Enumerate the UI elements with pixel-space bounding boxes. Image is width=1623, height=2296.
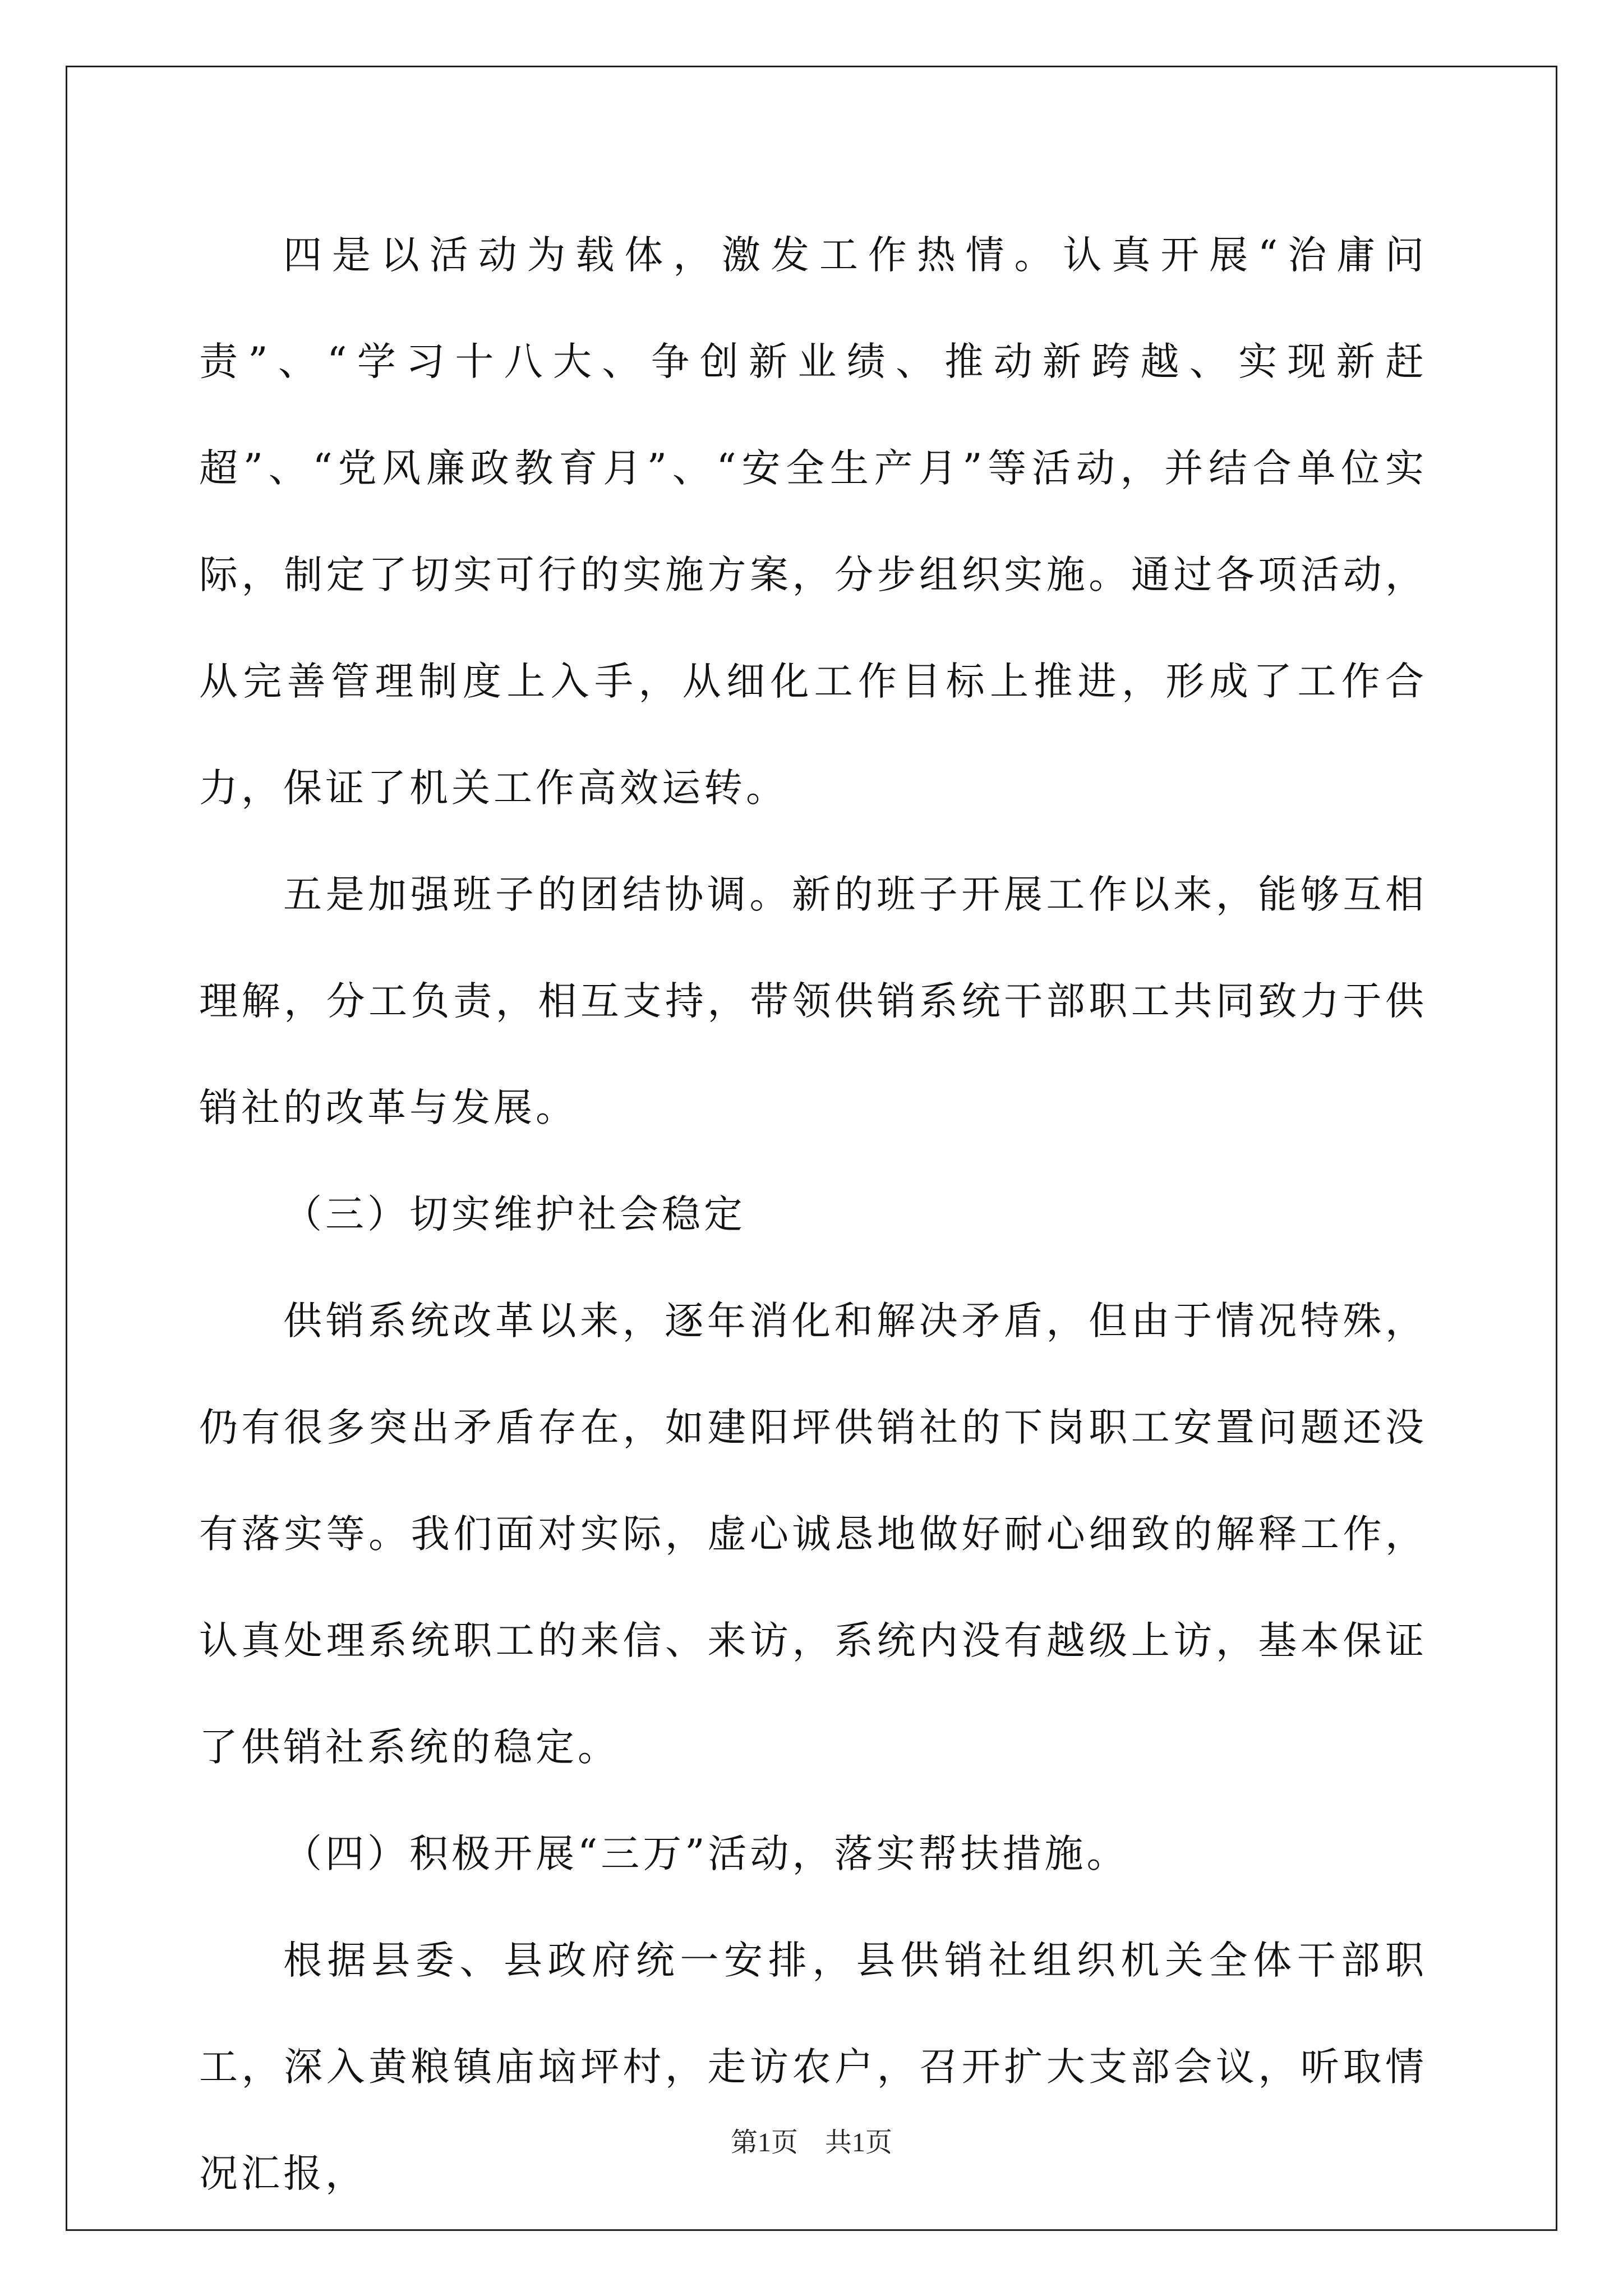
document-body	[199, 202, 1427, 2227]
page-footer	[0, 2120, 1623, 2159]
section-heading-sanwan: （四）积极开展“三万”活动，落实帮扶措施。	[283, 1832, 1129, 1876]
paragraph-sanwan: 根据县委、县政府统一安排，县供销社组织机关全体干部职工，深入黄粮镇庙垴坪村，走访农户，召开扩大支部会议，听取情况汇报，	[199, 1938, 1427, 2196]
paragraph-activities: 四是以活动为载体，激发工作热情。认真开展“治庸问责”、“学习十八大、争创新业绩、推动新跨越、实现新赶超”、“党风廉政教育月”、“安全生产月”等活动，并结合单位实际，制定了切实可行的实施方案，分步组织实施。通过各项活动，从完善管理制度上入手，从细化工作目标上推进，形成了工作合力，保证了机关工作高效运转。	[199, 233, 1427, 811]
paragraph-stability: 供销系统改革以来，逐年消化和解决矛盾，但由于情况特殊，仍有很多突出矛盾存在，如建阳坪供销社的下岗职工安置问题还没有落实等。我们面对实际，虚心诚恳地做好耐心细致的解释工作，认真处理系统职工的来信、来访，系统内没有越级上访，基本保证了供销社系统的稳定。	[199, 1299, 1427, 1770]
section-heading-stability: （三）切实维护社会稳定	[283, 1192, 746, 1237]
page-number-current: 第1页	[730, 2128, 798, 2157]
paragraph-leadership-unity: 五是加强班子的团结协调。新的班子开展工作以来，能够互相理解，分工负责，相互支持，带领供销系统干部职工共同致力于供销社的改革与发展。	[199, 872, 1427, 1130]
page-number-total: 共1页	[825, 2128, 893, 2157]
